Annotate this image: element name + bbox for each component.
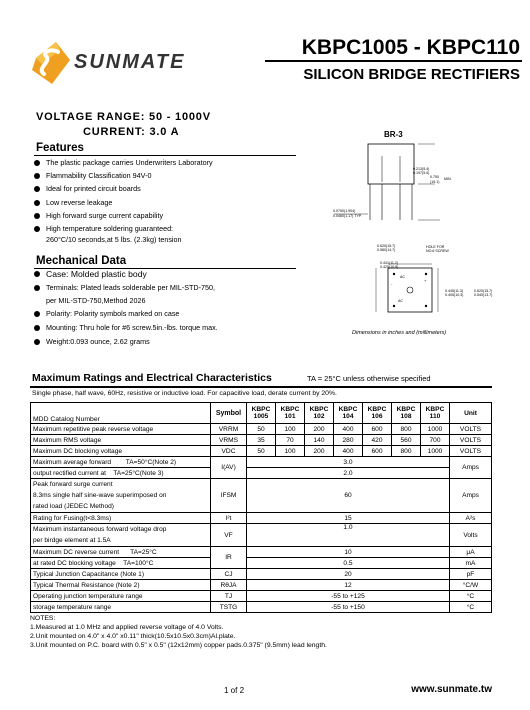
table-row <box>31 558 492 569</box>
bullet-icon <box>34 213 40 219</box>
package-name: BR-3 <box>384 130 403 139</box>
value-cell: 1.0 <box>247 524 450 547</box>
dim-label: 0.540(13.7) <box>474 293 493 297</box>
table-row <box>31 524 492 547</box>
header-unit: Unit <box>450 403 492 424</box>
feature-continuation: 260°C/10 seconds,at 5 lbs. (2.3kg) tension <box>46 235 182 244</box>
dim-label: 0.425(10.8) <box>380 265 399 269</box>
dimensions-note: Dimensions in inches and (millimeters) <box>352 330 447 336</box>
unit-cell: Amps <box>450 479 492 513</box>
table-row <box>31 479 492 513</box>
value-cell: 60 <box>247 479 450 513</box>
value-cell: 2.0 <box>247 468 450 479</box>
unit-cell: VOLTS <box>450 424 492 435</box>
title-divider <box>265 60 522 62</box>
value-cell: 600 <box>363 424 392 435</box>
param-cell: Typical Junction Capacitance (Note 1) <box>31 569 211 580</box>
part-title: KBPC1005 - KBPC110 <box>301 36 520 59</box>
dim-label: 0.0750(1.904) <box>333 209 356 213</box>
param-cell: Peak forward surge current 8.3ms single half sine-wave superimposed on rated load (JEDEC Method) <box>31 479 211 513</box>
value-cell: 35 <box>247 435 276 446</box>
bullet-icon <box>34 271 40 277</box>
value-cell: 1000 <box>421 446 450 457</box>
unit-cell: μA <box>450 547 492 558</box>
value-cell: 140 <box>305 435 334 446</box>
symbol-cell: I(AV) <box>211 457 247 479</box>
param-cell: Maximum DC reverse current TA=25°C <box>31 547 211 558</box>
table-header-row <box>31 403 492 424</box>
pin-label: AC <box>400 275 405 279</box>
bullet-icon <box>34 339 40 345</box>
table-row <box>31 591 492 602</box>
symbol-cell: VDC <box>211 446 247 457</box>
note-item: 2.Unit mounted on 4.0" x 4.0" x0.11" thick(10.5x10.5x0.3cm)Al.plate. <box>30 633 236 640</box>
features-list <box>34 156 304 235</box>
mechanical-item: Case: Molded plastic body <box>34 268 304 280</box>
param-cell: at rated DC blocking voltage TA=100°C <box>31 558 211 569</box>
value-cell: 0.5 <box>247 558 450 569</box>
feature-item: The plastic package carries Underwriters Laboratory <box>34 156 304 169</box>
unit-cell: Volts <box>450 524 492 547</box>
symbol-cell: VRRM <box>211 424 247 435</box>
ratings-table <box>30 402 492 613</box>
bullet-icon <box>34 200 40 206</box>
header-model: KBPC 106 <box>363 403 392 424</box>
dim-label: 0.580(14.7) <box>377 248 396 252</box>
dim-label: HOLE FOR <box>426 245 445 249</box>
sunmate-logo-icon <box>30 40 72 86</box>
dim-label: 0.0460(1.17) TYP. <box>333 214 362 218</box>
website-link[interactable]: www.sunmate.tw <box>411 684 492 695</box>
mechanical-heading: Mechanical Data <box>36 255 127 267</box>
symbol-cell: IR <box>211 547 247 569</box>
mechanical-item: Terminals: Plated leads solderable per MIL-STD-750, <box>34 280 304 295</box>
symbol-cell: VF <box>211 524 247 547</box>
table-row <box>31 602 492 613</box>
param-cell: Typical Thermal Resistance (Note 2) <box>31 580 211 591</box>
notes-heading: NOTES: <box>30 615 56 622</box>
unit-cell: °C <box>450 602 492 613</box>
brand-text: SUNMATE <box>74 51 186 72</box>
unit-cell: A²s <box>450 513 492 524</box>
unit-cell: pF <box>450 569 492 580</box>
value-cell: 400 <box>334 424 363 435</box>
current-rating: CURRENT: 3.0 A <box>83 126 180 138</box>
value-cell: 280 <box>334 435 363 446</box>
table-row <box>31 457 492 468</box>
symbol-cell: RθJA <box>211 580 247 591</box>
dim-label: NO.6 SCREW <box>426 249 449 253</box>
package-outline-diagram <box>320 142 510 328</box>
dim-label: MIN. <box>444 177 452 181</box>
header-model: KBPC 108 <box>392 403 421 424</box>
page-number: 1 of 2 <box>224 686 245 695</box>
value-cell: 10 <box>247 547 450 558</box>
param-cell: Maximum average forward TA=50°C(Note 2) <box>31 457 211 468</box>
pin-label: + <box>424 278 427 283</box>
features-heading: Features <box>36 142 84 154</box>
header-model: KBPC 104 <box>334 403 363 424</box>
dim-label: 0.620(15.7) <box>377 244 396 248</box>
param-cell: Maximum RMS voltage <box>31 435 211 446</box>
unit-cell: °C <box>450 591 492 602</box>
feature-item: High forward surge current capability <box>34 209 304 222</box>
header-symbol: Symbol <box>211 403 247 424</box>
param-cell: output rectified current at TA=25°C(Note 3) <box>31 468 211 479</box>
unit-cell: Amps <box>450 457 492 479</box>
dim-label: 0.405(10.3) <box>445 293 464 297</box>
bullet-icon <box>34 311 40 317</box>
value-cell: 1000 <box>421 424 450 435</box>
param-cell: Rating for Fusing(t<8.3ms) <box>31 513 211 524</box>
symbol-cell: TJ <box>211 591 247 602</box>
dim-label: 0.750 <box>430 175 439 179</box>
pin-label: AC <box>398 299 403 303</box>
table-row <box>31 547 492 558</box>
dim-label: 0.620(15.7) <box>474 289 493 293</box>
feature-item: Ideal for printed circuit boards <box>34 182 304 195</box>
table-row <box>31 446 492 457</box>
param-cell: storage temperature range <box>31 602 211 613</box>
dim-label: (19.1) <box>430 180 440 184</box>
dim-label: 0.445(11.3) <box>445 289 464 293</box>
note-item: 3.Unit mounted on P.C. board with 0.5" x 0.5" (12x12mm) copper pads.0.375" (9.5mm) lead length. <box>30 642 327 649</box>
symbol-cell: TSTG <box>211 602 247 613</box>
value-cell: 200 <box>305 424 334 435</box>
header-model: KBPC 1005 <box>247 403 276 424</box>
param-cell: Operating junction temperature range <box>31 591 211 602</box>
unit-cell: VOLTS <box>450 435 492 446</box>
mechanical-item: Weight:0.093 ounce, 2.62 grams <box>34 335 304 349</box>
symbol-cell: CJ <box>211 569 247 580</box>
table-row <box>31 513 492 524</box>
dim-label: 0.441(11.2) <box>380 261 399 265</box>
feature-item: Low reverse leakage <box>34 196 304 209</box>
mechanical-item: Polarity: Polarity symbols marked on case <box>34 307 304 321</box>
mechanical-item: Mounting: Thru hole for #6 screw.5in.-lbs. torque max. <box>34 321 304 335</box>
param-cell: Maximum instantaneous forward voltage drop per birdge element at 1.5A <box>31 524 211 547</box>
value-cell: -55 to +125 <box>247 591 450 602</box>
max-ratings-divider <box>30 386 492 388</box>
param-cell: Maximum DC blocking voltage <box>31 446 211 457</box>
symbol-cell: IFSM <box>211 479 247 513</box>
symbol-cell: I²t <box>211 513 247 524</box>
dim-label: 0.213(5.4) <box>413 167 430 171</box>
value-cell: 800 <box>392 446 421 457</box>
unit-cell: mA <box>450 558 492 569</box>
value-cell: 12 <box>247 580 450 591</box>
value-cell: 800 <box>392 424 421 435</box>
temperature-note: TA = 25°C unless otherwise specified <box>307 374 431 383</box>
mechanical-continuation: per MIL-STD-750,Method 2026 <box>46 296 146 305</box>
value-cell: 420 <box>363 435 392 446</box>
value-cell: 3.0 <box>247 457 450 468</box>
table-row <box>31 569 492 580</box>
value-cell: 700 <box>421 435 450 446</box>
voltage-range: VOLTAGE RANGE: 50 - 1000V <box>36 111 211 123</box>
value-cell: 560 <box>392 435 421 446</box>
feature-item: Flammability Classification 94V-0 <box>34 169 304 182</box>
table-row <box>31 435 492 446</box>
dim-label: 0.197(5.0) <box>413 171 430 175</box>
mechanical-list <box>34 268 304 295</box>
table-row <box>31 580 492 591</box>
symbol-cell: VRMS <box>211 435 247 446</box>
value-cell: 400 <box>334 446 363 457</box>
value-cell: 200 <box>305 446 334 457</box>
value-cell: 20 <box>247 569 450 580</box>
brand-logo-text <box>74 50 214 72</box>
table-row <box>31 468 492 479</box>
bullet-icon <box>34 325 40 331</box>
header-model: KBPC 110 <box>421 403 450 424</box>
header-model: KBPC 102 <box>305 403 334 424</box>
bullet-icon <box>34 173 40 179</box>
unit-cell: °C/W <box>450 580 492 591</box>
value-cell: 100 <box>276 446 305 457</box>
value-cell: 600 <box>363 446 392 457</box>
max-ratings-title: Maximum Ratings and Electrical Characteristics <box>32 372 272 384</box>
value-cell: 15 <box>247 513 450 524</box>
header-param: MDD Catalog Number <box>31 403 211 424</box>
value-cell: 100 <box>276 424 305 435</box>
param-cell: Maximum repetitive peak reverse voltage <box>31 424 211 435</box>
bullet-icon <box>34 226 40 232</box>
feature-item: High temperature soldering guaranteed: <box>34 222 304 235</box>
bullet-icon <box>34 160 40 166</box>
unit-cell: VOLTS <box>450 446 492 457</box>
value-cell: 50 <box>247 446 276 457</box>
bullet-icon <box>34 186 40 192</box>
notes <box>30 614 327 650</box>
value-cell: 70 <box>276 435 305 446</box>
table-row <box>31 424 492 435</box>
value-cell: 50 <box>247 424 276 435</box>
subtitle: SILICON BRIDGE RECTIFIERS <box>303 66 520 83</box>
note-item: 1.Measured at 1.0 MHz and applied reverse voltage of 4.0 Volts. <box>30 624 224 631</box>
header-model: KBPC 101 <box>276 403 305 424</box>
bullet-icon <box>34 285 40 291</box>
pin-label: - <box>391 281 393 286</box>
value-cell: -55 to +150 <box>247 602 450 613</box>
test-conditions: Single phase, half wave, 60Hz, resistive or inductive load. For capacitive load, derate current by 20%. <box>32 390 337 397</box>
mechanical-list-cont <box>34 307 304 349</box>
